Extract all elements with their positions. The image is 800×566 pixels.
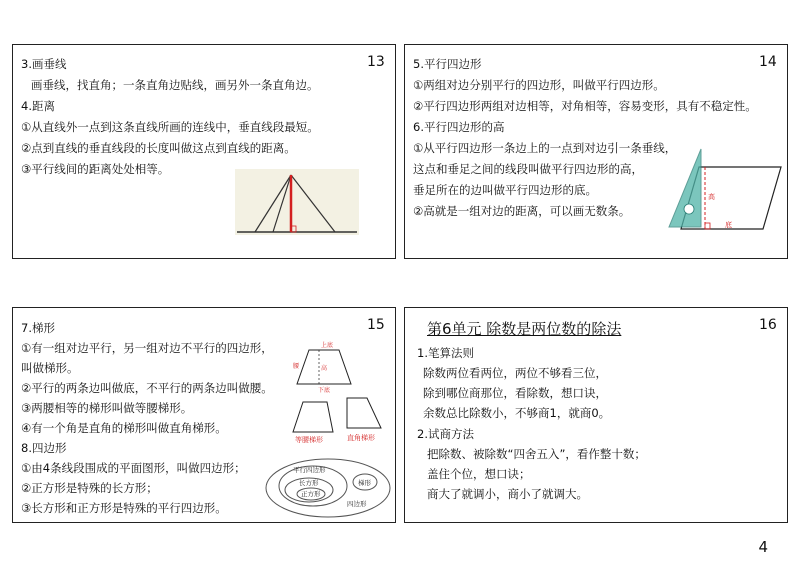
text-line: ①两组对边分别平行的四边形，叫做平行四边形。 [413, 78, 665, 92]
heading-distance: 4.距离 [21, 99, 55, 113]
heading-perpendicular: 3.画垂线 [21, 57, 67, 71]
text-line: 商大了就调小，商小了就调大。 [427, 487, 588, 501]
text-line: ①从平行四边形一条边上的一点到对边引一条垂线， [413, 141, 677, 155]
text-line: 余数总比除数小，不够商1，就商0。 [423, 406, 611, 420]
heading-written-rule: 1.笔算法则 [417, 346, 474, 360]
quadrilateral-venn-diagram [263, 456, 393, 520]
text-line: 盖住个位，想口诀； [427, 467, 531, 481]
venn-rectangle: 长方形 [299, 479, 319, 487]
height-label: 高 [708, 193, 715, 201]
slide-number: 16 [759, 317, 777, 333]
slide-card-13 [12, 44, 396, 259]
text-line: ②高就是一组对边的距离，可以画无数条。 [413, 204, 631, 218]
heading-parallelogram: 5.平行四边形 [413, 57, 482, 71]
slide-number: 15 [367, 317, 385, 333]
text-line: 这点和垂足之间的线段叫做平行四边形的高， [413, 162, 643, 176]
text-line: 叫做梯形。 [21, 361, 79, 375]
slide-number: 13 [367, 54, 385, 70]
text-line: ③两腰相等的梯形叫做等腰梯形。 [21, 401, 193, 415]
slide-card-14 [404, 44, 788, 259]
text-line: 除到哪位商那位，看除数，想口诀， [423, 386, 607, 400]
venn-square: 正方形 [301, 490, 321, 498]
text-line: ②正方形是特殊的长方形； [21, 481, 158, 495]
right-trapezoid-label: 直角梯形 [347, 434, 375, 442]
venn-trapezoid: 梯形 [358, 479, 371, 487]
text-line: ④有一个角是直角的梯形叫做直角梯形。 [21, 421, 227, 435]
text-line: 垂足所在的边叫做平行四边形的底。 [413, 183, 597, 197]
slide-number: 14 [759, 54, 777, 70]
text-line: 画垂线，找直角；一条直角边贴线，画另外一条直角边。 [31, 78, 319, 92]
trapezoid-height-label: 高 [321, 365, 328, 372]
text-line: ③长方形和正方形是特殊的平行四边形。 [21, 501, 227, 515]
slide-card-16 [404, 307, 788, 523]
page-number: 4 [758, 538, 768, 556]
text-line: ②平行的两条边叫做底，不平行的两条边叫做腰。 [21, 381, 273, 395]
text-line: 除数两位看两位，两位不够看三位， [423, 366, 607, 380]
leg-label: 腰 [293, 363, 300, 370]
slide-card-15 [12, 307, 396, 523]
text-line: ②平行四边形两组对边相等，对角相等，容易变形，具有不稳定性。 [413, 99, 757, 113]
heading-trial-quotient: 2.试商方法 [417, 427, 474, 441]
text-line: 把除数、被除数“四舍五入”，看作整十数； [427, 447, 646, 461]
heading-height: 6.平行四边形的高 [413, 120, 505, 134]
heading-quadrilateral: 8.四边形 [21, 441, 67, 455]
text-line: ①由4条线段围成的平面图形，叫做四边形； [21, 461, 246, 475]
text-line: ②点到直线的垂直线段的长度叫做这点到直线的距离。 [21, 141, 296, 155]
top-base-label: 上底 [321, 342, 334, 349]
text-line: ③平行线间的距离处处相等。 [21, 162, 170, 176]
text-line: ①有一组对边平行，另一组对边不平行的四边形， [21, 341, 273, 355]
parallelogram-height-figure [663, 145, 783, 235]
bottom-base-label: 下底 [318, 387, 331, 394]
unit-title: 第6单元 除数是两位数的除法 [427, 320, 622, 338]
text-line: ①从直线外一点到这条直线所画的连线中，垂直线段最短。 [21, 120, 319, 134]
venn-parallelogram: 平行四边形 [293, 466, 326, 474]
perpendicular-distance-figure [235, 169, 359, 235]
trapezoid-figures [289, 336, 383, 444]
venn-quadrilateral: 四边形 [347, 500, 367, 508]
isosceles-trapezoid-label: 等腰梯形 [295, 436, 323, 444]
base-label: 底 [725, 221, 732, 229]
heading-trapezoid: 7.梯形 [21, 321, 55, 335]
